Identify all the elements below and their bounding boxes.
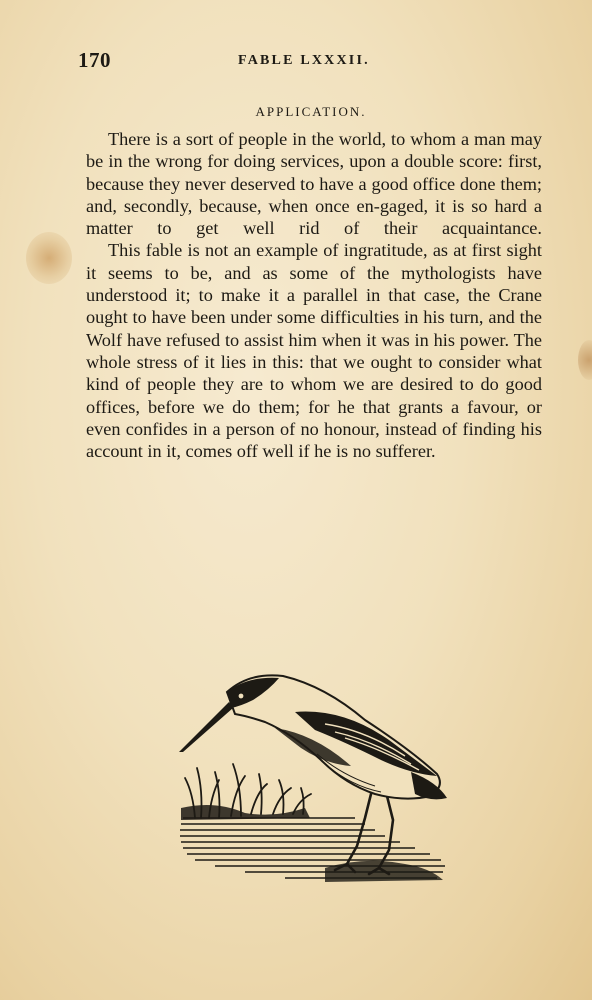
paper-stain bbox=[26, 232, 72, 284]
text-line: services, upon a double score: first, because bbox=[86, 151, 542, 194]
text-line: offices, before we do them; for he that grants a bbox=[86, 396, 460, 417]
paper-stain bbox=[578, 340, 592, 380]
text-line: they never deserved to have a good office done bbox=[148, 173, 496, 194]
bird-beak bbox=[179, 702, 233, 752]
page-header bbox=[78, 48, 540, 74]
text-line: favour, or even confides in a person of no bbox=[86, 396, 542, 439]
woodcut-illustration bbox=[175, 668, 455, 888]
body-text bbox=[86, 128, 542, 462]
text-line: This fable is not an example of ingratitude, bbox=[108, 240, 428, 261]
text-line: honour, instead of finding his account in it, bbox=[86, 418, 542, 462]
text-line: gaged, it is so hard a matter to get well rid of bbox=[86, 195, 542, 239]
text-line: as at first sight it seems to be, and as some of bbox=[86, 240, 542, 283]
bird-eye bbox=[239, 694, 244, 699]
text-line: that we ought to consider what kind of people bbox=[86, 351, 542, 395]
wading-bird-woodcut-icon bbox=[175, 668, 455, 888]
paragraph bbox=[86, 239, 542, 462]
text-line: a parallel in that case, the Crane ought to have bbox=[86, 285, 542, 328]
page-number: 170 bbox=[78, 48, 111, 72]
text-line: they are to whom we are desired to do good bbox=[202, 374, 542, 395]
text-line: their acquaintance. bbox=[383, 218, 542, 239]
text-line: his power. The whole stress of it lies in this: bbox=[86, 329, 542, 372]
running-head: FABLE LXXXII. bbox=[238, 53, 370, 68]
text-line: them; and, secondly, because, when once en- bbox=[86, 173, 542, 216]
paragraph bbox=[86, 128, 542, 239]
section-title: APPLICATION. bbox=[255, 104, 367, 119]
text-line: whom a man may be in the wrong for doing bbox=[86, 129, 542, 172]
text-line: the mythologists have understood it; to make it bbox=[86, 262, 542, 306]
text-line: comes off well if he is no sufferer. bbox=[185, 441, 436, 462]
text-line: Wolf have refused to assist him when it was in bbox=[86, 329, 429, 350]
text-line: been under some difficulties in his turn, and the bbox=[191, 307, 542, 328]
text-line: There is a sort of people in the world, to bbox=[108, 129, 406, 149]
